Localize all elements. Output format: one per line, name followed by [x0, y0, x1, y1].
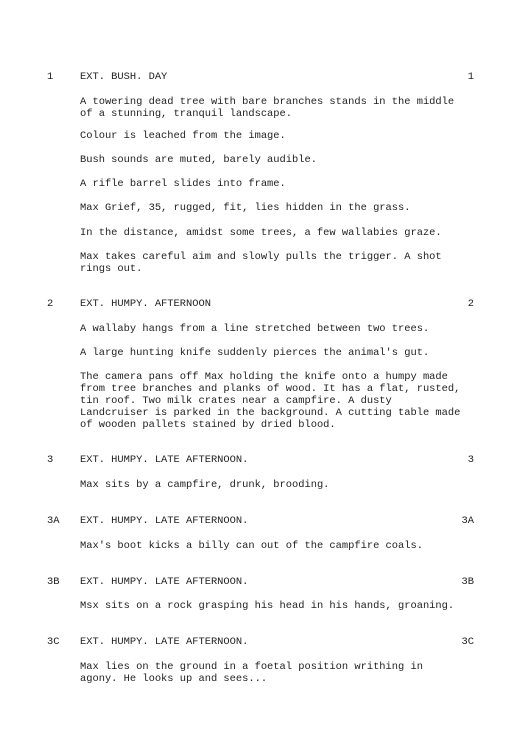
scene-number-right: 3A — [461, 515, 474, 527]
action-line: Msx sits on a rock grasping his head in his hands, groaning. — [80, 600, 455, 612]
scene-heading: EXT. HUMPY. LATE AFTERNOON. — [80, 576, 249, 588]
scene-heading: EXT. HUMPY. LATE AFTERNOON. — [80, 515, 249, 527]
action-line: Max takes careful aim and slowly pulls the trigger. A shot rings out. — [80, 251, 442, 275]
scene-number-right: 2 — [467, 298, 474, 310]
scene-number-left: 2 — [47, 298, 54, 310]
action-line: Bush sounds are muted, barely audible. — [80, 154, 317, 166]
action-line: A wallaby hangs from a line stretched between two trees. — [80, 323, 430, 335]
scene-heading: EXT. HUMPY. LATE AFTERNOON. — [80, 454, 249, 466]
action-line: Max lies on the ground in a foetal position writhing in agony. He looks up and sees... — [80, 661, 423, 685]
action-line: The camera pans off Max holding the knife onto a humpy made from tree branches and planks of wood. It has a flat, rusted, tin roof. Two milk crates near a campfire. A dusty Landcruiser is parked in the background. A cutting table made of wooden pallets stained by dried blood. — [80, 371, 461, 431]
scene-number-left: 3B — [47, 576, 60, 588]
action-line: In the distance, amidst some trees, a few wallabies graze. — [80, 227, 442, 239]
scene-number-right: 3C — [461, 636, 474, 648]
action-line: A rifle barrel slides into frame. — [80, 178, 286, 190]
action-line: Max Grief, 35, rugged, fit, lies hidden in the grass. — [80, 202, 411, 214]
scene-heading: EXT. BUSH. DAY — [80, 71, 168, 83]
scene-number-right: 1 — [467, 71, 474, 83]
scene-heading: EXT. HUMPY. AFTERNOON — [80, 298, 211, 310]
scene-number-left: 3 — [47, 454, 54, 466]
action-line: Colour is leached from the image. — [80, 130, 286, 142]
scene-heading: EXT. HUMPY. LATE AFTERNOON. — [80, 636, 249, 648]
action-line: Max sits by a campfire, drunk, brooding. — [80, 479, 330, 491]
scene-number-left: 1 — [47, 71, 54, 83]
action-line: A large hunting knife suddenly pierces the animal's gut. — [80, 347, 430, 359]
scene-number-left: 3C — [47, 636, 60, 648]
action-line: Max's boot kicks a billy can out of the campfire coals. — [80, 540, 423, 552]
scene-number-right: 3B — [461, 576, 474, 588]
scene-number-left: 3A — [47, 515, 60, 527]
scene-number-right: 3 — [467, 454, 474, 466]
action-line: A towering dead tree with bare branches stands in the middle of a stunning, tranquil landscape. — [80, 96, 455, 120]
